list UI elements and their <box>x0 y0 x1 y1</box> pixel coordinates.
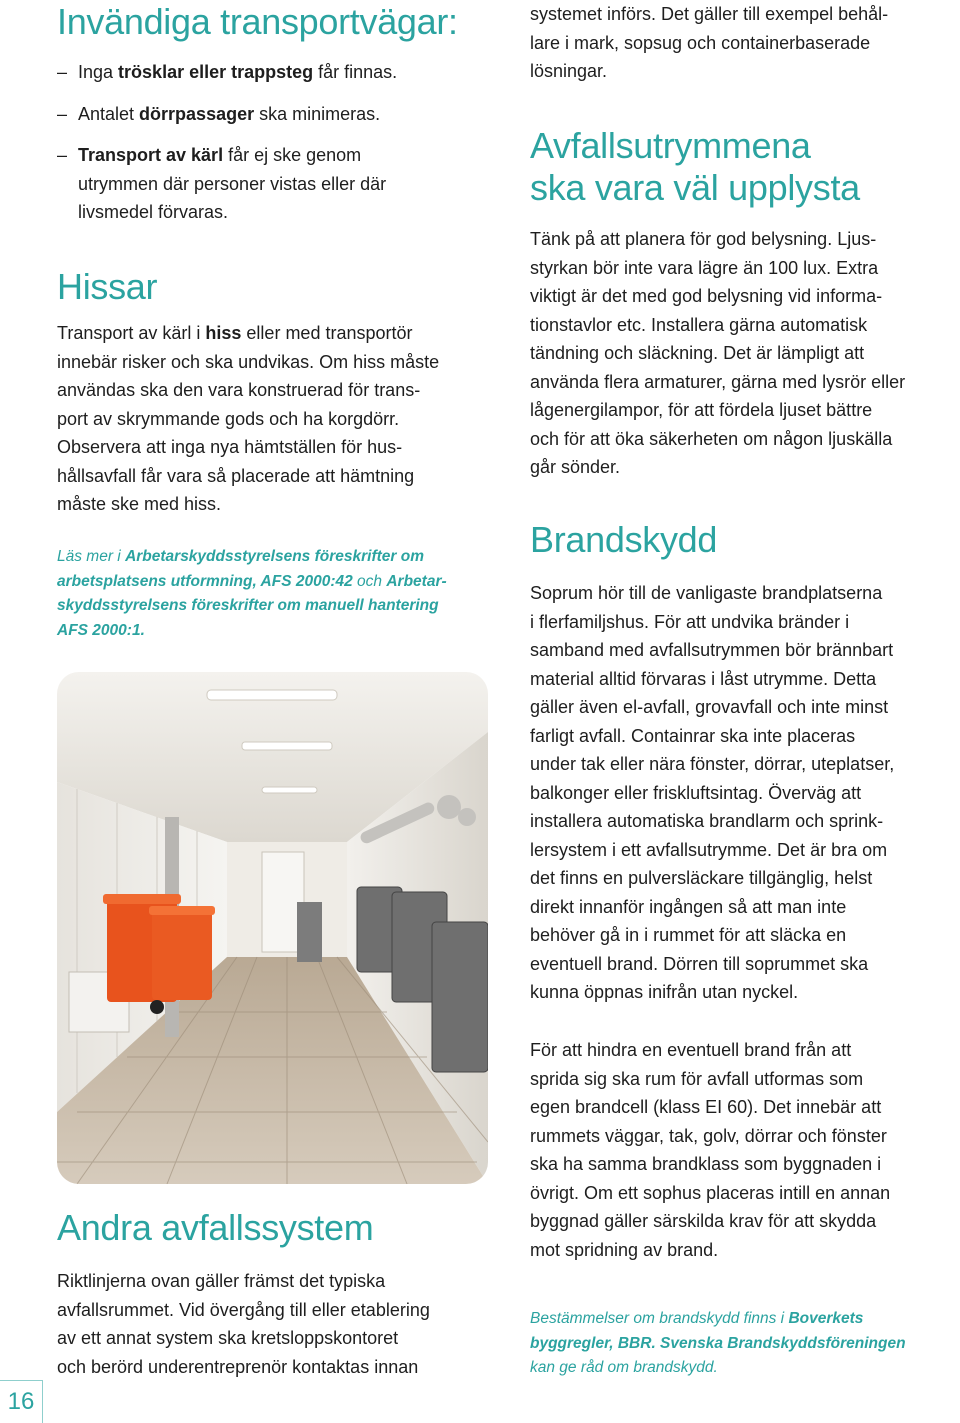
bullet-item: – Transport av kärl får ej ske genom utrymmen där personer vistas eller där livsmedel förvaras. <box>57 145 387 222</box>
waste-room-photo <box>57 672 488 1184</box>
afs-reference-note: Läs mer i Arbetarskyddsstyrelsens föreskrifter om arbetsplatsens utformning, AFS 2000:42 och Arbetar- skyddsstyrelsens föreskrifter om manuell hantering AFS 2000:1. <box>57 548 447 639</box>
heading-transportvagar: Invändiga transportvägar: <box>57 1 458 42</box>
heading-brandskydd: Brandskydd <box>530 519 718 560</box>
transport-bullet-list <box>57 58 489 227</box>
heading-andra-avfallssystem: Andra avfallssystem <box>57 1207 374 1248</box>
bullet-item: – Antalet dörrpassager ska minimeras. <box>57 103 381 124</box>
upplysta-paragraph: Tänk på att planera för god belysning. Ljus- styrkan bör inte vara lägre än 100 lux. Extra viktigt är det med god belysning vid informa- tionstavlor etc. Installera gärna automatisk tändning och släckning. Det är lämpligt att använda flera armaturer, gärna med lysrör eller lågenergilampor, för att fördela ljuset bättre och för att öka säkerheten om någon ljuskälla går sönder. <box>530 229 906 477</box>
bullet-item: – Inga trösklar eller trappsteg får finnas. <box>57 62 398 82</box>
photo-illustration-icon <box>57 672 488 1184</box>
hissar-paragraph: Transport av kärl i hiss eller med transportör innebär risker och ska undvikas. Om hiss måste användas ska den vara konstruerad för trans- port av skrymmande gods och ha korgdörr. Observera att inga nya hämtställen för hus- hållsavfall får vara så placerade att hämtning måste ske med hiss. <box>57 323 440 514</box>
brandskydd-paragraph: Soprum hör till de vanligaste brandplatserna i flerfamiljshus. För att undvika bränder i samband med avfallsutrymmen bör brännbart material alltid förvaras i låst utrymme. Detta gäller även el-avfall, grovavfall och inte minst farligt avfall. Containrar ska inte placeras under tak eller nära fönster, dörrar, uteplatser, balkonger eller friskluftsintag. Överväg att installera automatiska brandlarm och sprink- lersystem i ett avfallsutrymme. Det är bra om det finns en pulversläckare tillgänglig, helst direkt innanför ingången så att man inte behöver gå in i rummet för att släcka en eventuell brand. Dörren till soprummet ska kunna öppnas inifrån utan nyckel. <box>530 583 895 1002</box>
page-number: 16 <box>0 1380 43 1423</box>
intro-continuation-paragraph: systemet införs. Det gäller till exempel behål- lare i mark, sopsug och containerbaserade lösningar. <box>530 4 889 81</box>
brandcell-paragraph: För att hindra en eventuell brand från att sprida sig ska rum för avfall utformas som egen brandcell (klass EI 60). Det innebär att rummets väggar, tak, golv, dörrar och fönster ska ha samma brandklass som byggnaden i övrigt. Om ett sophus placeras intill en annan byggnad gäller särskilda krav för att skydda mot spridning av brand. <box>530 1040 891 1260</box>
andra-paragraph: Riktlinjerna ovan gäller främst det typiska avfallsrummet. Vid övergång till eller etablering av ett annat system ska kretsloppskontoret och berörd underentreprenör kontaktas innan <box>57 1271 430 1377</box>
heading-hissar: Hissar <box>57 266 158 307</box>
heading-avfallsutrymmena-upplysta: Avfallsutrymmena ska vara väl upplysta <box>530 125 860 208</box>
bbr-reference-note: Bestämmelser om brandskydd finns i Boverkets byggregler, BBR. Svenska Brandskyddsföreningen kan ge råd om brandskydd. <box>530 1310 906 1376</box>
